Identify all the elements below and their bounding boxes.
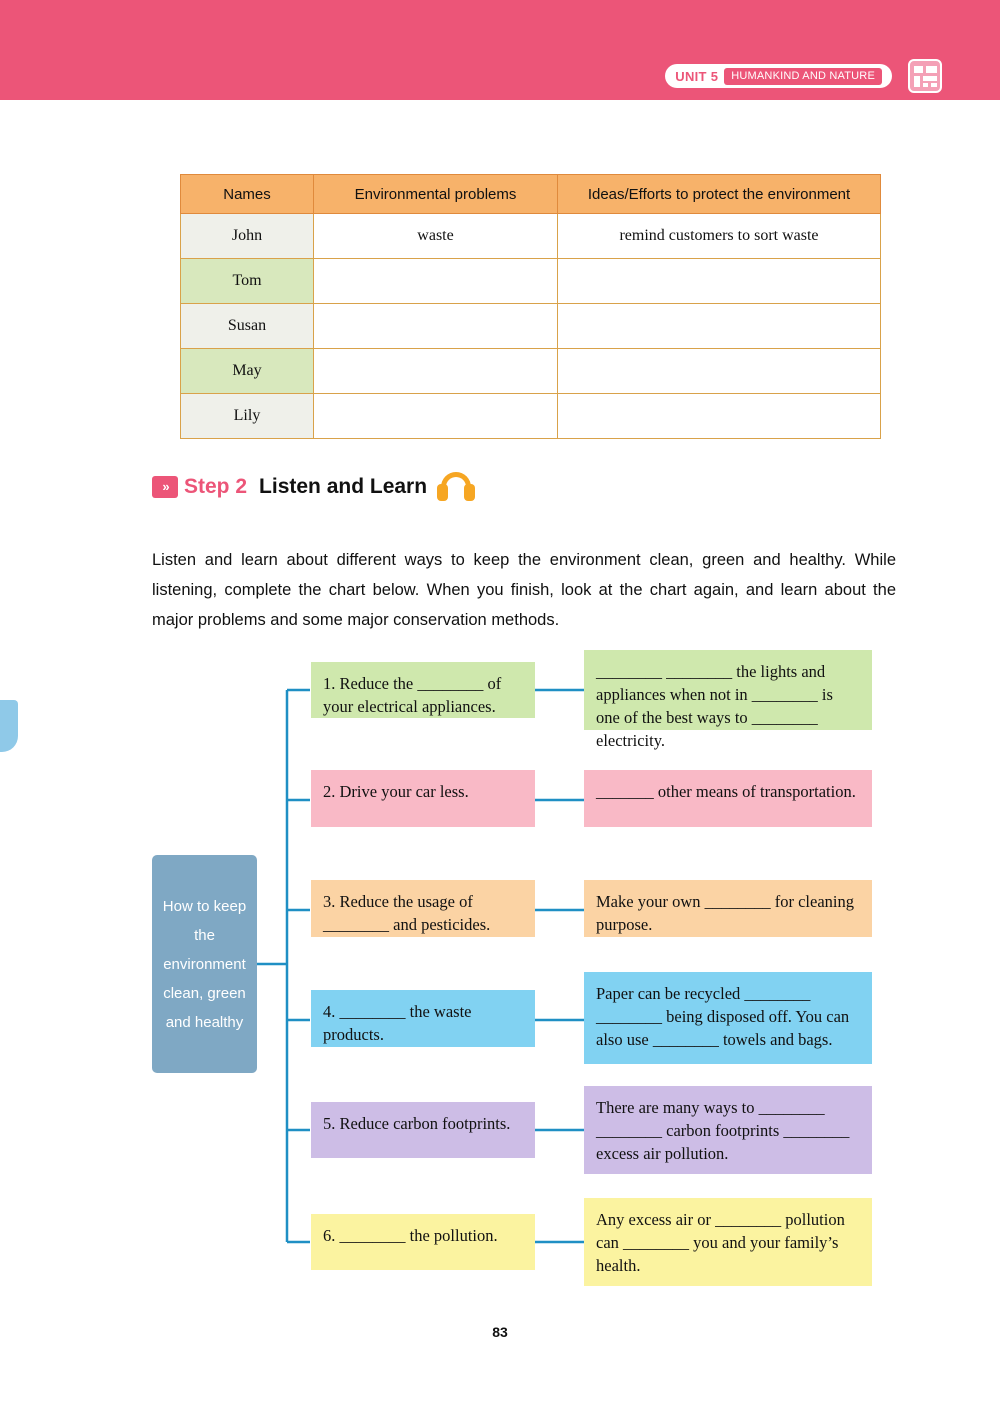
cell-ideas[interactable] (558, 304, 881, 349)
page-number: 83 (492, 1324, 508, 1340)
cell-problem[interactable] (314, 304, 558, 349)
unit-badge (665, 64, 892, 88)
headphones-icon (437, 472, 475, 502)
cell-ideas[interactable] (558, 394, 881, 439)
cell-name: May (181, 349, 314, 394)
cell-ideas[interactable] (558, 259, 881, 304)
puzzle-icon (908, 59, 942, 93)
table-row (181, 394, 881, 439)
mindmap-branch-5-left: 5. Reduce carbon footprints. (311, 1102, 535, 1158)
mindmap-branch-4-right[interactable]: Paper can be recycled ________ ________ being disposed off. You can also use ________ towels and bags. (584, 972, 872, 1064)
listening-chart (180, 174, 880, 439)
table-row (181, 349, 881, 394)
cell-problem[interactable] (314, 259, 558, 304)
mindmap-root-node: How to keep the environment clean, green and healthy (152, 855, 257, 1073)
step-title: Listen and Learn (259, 475, 428, 498)
cell-problem[interactable]: waste (314, 214, 558, 259)
column-header-ideas: Ideas/Efforts to protect the environment (558, 175, 881, 214)
double-chevron-icon: » (152, 476, 178, 498)
mindmap-branch-3-left[interactable]: 3. Reduce the usage of ________ and pesticides. (311, 880, 535, 937)
step-heading (152, 472, 475, 502)
step-label: Step 2 (184, 475, 248, 498)
mindmap-branch-4-left[interactable]: 4. ________ the waste products. (311, 990, 535, 1047)
cell-ideas[interactable] (558, 349, 881, 394)
column-header-problems: Environmental problems (314, 175, 558, 214)
page-header-band (0, 0, 1000, 100)
cell-name: Lily (181, 394, 314, 439)
mindmap-branch-2-right[interactable]: _______ other means of transportation. (584, 770, 872, 827)
mindmap-branch-3-right[interactable]: Make your own ________ for cleaning purpose. (584, 880, 872, 937)
unit-title: HUMANKIND AND NATURE (724, 68, 882, 85)
cell-ideas[interactable]: remind customers to sort waste (558, 214, 881, 259)
mindmap-branch-1-left: 1. Reduce the ________ of your electrical appliances. (311, 662, 535, 718)
table-row (181, 304, 881, 349)
table-row (181, 214, 881, 259)
mindmap-branch-5-right[interactable]: There are many ways to ________ ________ carbon footprints ________ excess air pollution. (584, 1086, 872, 1174)
table-header-row (181, 175, 881, 214)
column-header-names: Names (181, 175, 314, 214)
instructions-paragraph: Listen and learn about different ways to keep the environment clean, green and healthy. While listening, complete the chart below. When you finish, look at the chart again, and learn about the major problems and some major conservation methods. (152, 550, 896, 629)
cell-name: Tom (181, 259, 314, 304)
mindmap (0, 630, 1000, 1300)
mindmap-branch-6-right[interactable]: Any excess air or ________ pollution can ________ you and your family’s health. (584, 1198, 872, 1286)
cell-name: John (181, 214, 314, 259)
table-row (181, 259, 881, 304)
mindmap-branch-1-right[interactable]: ________ ________ the lights and appliances when not in ________ is one of the best ways to ________ electricity. (584, 650, 872, 730)
cell-name: Susan (181, 304, 314, 349)
mindmap-branch-6-left[interactable]: 6. ________ the pollution. (311, 1214, 535, 1270)
cell-problem[interactable] (314, 394, 558, 439)
unit-number: UNIT 5 (675, 68, 719, 84)
cell-problem[interactable] (314, 349, 558, 394)
mindmap-branch-2-left: 2. Drive your car less. (311, 770, 535, 827)
